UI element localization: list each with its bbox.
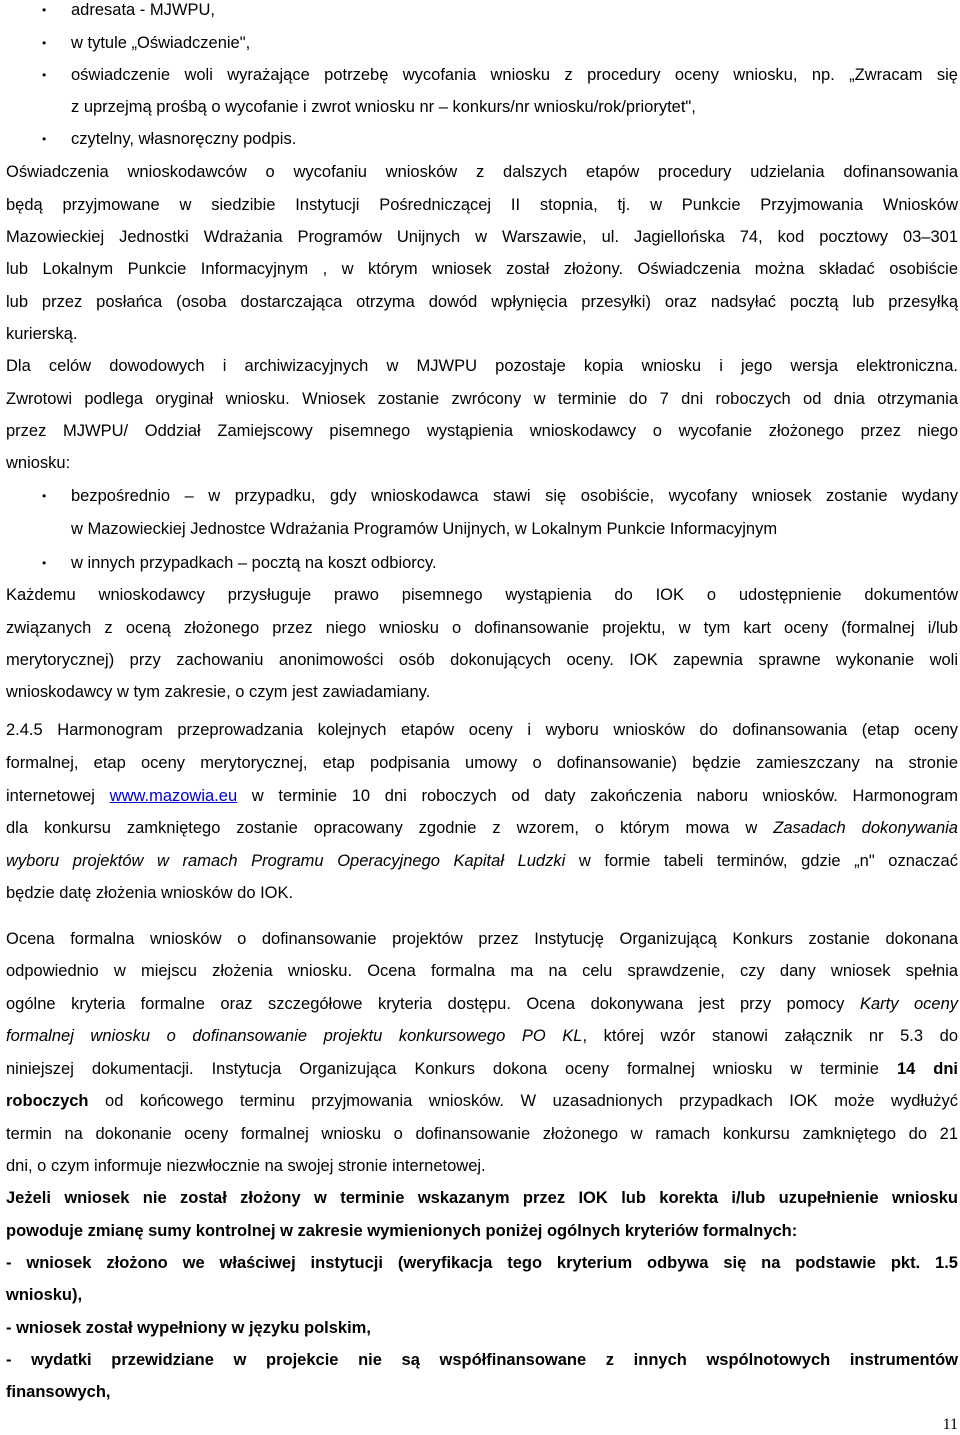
paragraph-line: Dla celów dowodowych i archiwizacyjnych w MJWPU pozostaje kopia wniosku i jego wersja elektroniczna. — [6, 357, 958, 375]
list-item-text: w innych przypadkach – pocztą na koszt odbiorcy. — [71, 554, 437, 572]
list-item-text: w tytule „Oświadczenie", — [71, 34, 251, 52]
text-run: w terminie 10 dni roboczych od daty zakończenia naboru wniosków. Harmonogram — [237, 787, 958, 805]
text-run: dla konkursu zamkniętego zostanie opracowany zgodnie z wzorem, o którym mowa w — [6, 819, 774, 837]
list-item-text: czytelny, własnoręczny podpis. — [71, 130, 297, 148]
paragraph-line: wnioskodawcy w tym zakresie, o czym jest zawiadamiany. — [6, 683, 431, 701]
list-item-text: z uprzejmą prośbą o wycofanie i zwrot wniosku nr – konkurs/nr wniosku/rok/priorytet", — [71, 98, 696, 116]
bullet-icon: • — [42, 68, 47, 82]
criteria-item-line: - wydatki przewidziane w projekcie nie są współfinansowane z innych wspólnotowych instrumentów — [6, 1351, 958, 1369]
text-run: internetowej — [6, 787, 110, 805]
text-run: ogólne kryteria formalne oraz szczegółowe kryteria dostępu. Ocena dokonywana jest przy pomocy — [6, 995, 860, 1013]
paragraph-line — [6, 1059, 958, 1079]
criteria-item-line: finansowych, — [6, 1383, 111, 1401]
paragraph-line: formalnej, etap oceny merytorycznej, etap podpisania umowy o dofinansowanie) będzie zamieszczany na stronie — [6, 754, 958, 772]
italic-run: formalnej wniosku o dofinansowanie projektu konkursowego PO KL — [6, 1027, 583, 1045]
italic-run: Karty oceny — [859, 995, 958, 1013]
italic-run: Zasadach dokonywania — [773, 819, 958, 837]
criteria-item-line: - wniosek został wypełniony w języku polskim, — [6, 1319, 371, 1337]
bullet-icon: • — [42, 556, 47, 570]
paragraph-line: będzie datę złożenia wniosków do IOK. — [6, 884, 294, 902]
bold-run: 14 dni — [896, 1060, 958, 1078]
paragraph-line: merytorycznej) przy zachowaniu anonimowości osób dokonujących oceny. IOK zapewnia sprawne wykonanie woli — [6, 651, 958, 669]
text-run: , której wzór stanowi załącznik nr 5.3 do — [582, 1027, 958, 1045]
bullet-icon: • — [42, 36, 47, 50]
paragraph-line — [6, 818, 958, 838]
criteria-item-line: wniosku), — [6, 1286, 83, 1304]
paragraph-line — [6, 851, 958, 871]
paragraph-line: wniosku: — [6, 454, 71, 472]
italic-run: wyboru projektów w ramach Programu Operacyjnego Kapitał Ludzki — [6, 852, 566, 870]
paragraph-line — [6, 786, 958, 806]
paragraph-line: odpowiednio w miejscu złożenia wniosku. Ocena formalna ma na celu sprawdzenie, czy dany wniosek spełnia — [6, 962, 958, 980]
text-run: od końcowego terminu przyjmowania wniosków. W uzasadnionych przypadkach IOK może wydłużyć — [88, 1092, 958, 1110]
paragraph-line: Każdemu wnioskodawcy przysługuje prawo pisemnego wystąpienia do IOK o udostępnienie dokumentów — [6, 586, 958, 604]
list-item-text: w Mazowieckiej Jednostce Wdrażania Programów Unijnych, w Lokalnym Punkcie Informacyjnym — [71, 520, 778, 538]
paragraph-line: kurierską. — [6, 325, 78, 343]
paragraph-line: związanych z oceną złożonego przez niego wniosku o dofinansowanie projektu, w tym kart oceny (formalnej i/lub — [6, 619, 958, 637]
paragraph-line: będą przyjmowane w siedzibie Instytucji Pośredniczącej II stopnia, tj. w Punkcie Przyjmowania Wniosków — [6, 196, 958, 214]
paragraph-line: przez MJWPU/ Oddział Zamiejscowy pisemnego wystąpienia wnioskodawcy o wycofanie złożonego przez niego — [6, 422, 958, 440]
paragraph-line: Ocena formalna wniosków o dofinansowanie projektów przez Instytucję Organizującą Konkurs zostanie dokonana — [6, 930, 958, 948]
bullet-icon: • — [42, 489, 47, 503]
website-link[interactable]: www.mazowia.eu — [109, 787, 238, 805]
paragraph-line — [6, 1026, 958, 1046]
page-number: 11 — [942, 1416, 958, 1433]
list-item-text: adresata - MJWPU, — [71, 1, 215, 19]
list-item-text: bezpośrednio – w przypadku, gdy wnioskodawca stawi się osobiście, wycofany wniosek zostanie wydany — [71, 487, 958, 505]
paragraph-line: Zwrotowi podlega oryginał wniosku. Wniosek zostanie zwrócony w terminie do 7 dni roboczych od dnia otrzymania — [6, 390, 958, 408]
bullet-icon: • — [42, 132, 47, 146]
paragraph-line — [6, 1091, 958, 1111]
bold-paragraph-line: Jeżeli wniosek nie został złożony w terminie wskazanym przez IOK lub korekta i/lub uzupełnienie wniosku — [6, 1189, 958, 1207]
paragraph-line — [6, 994, 958, 1014]
paragraph-line: termin na dokonanie oceny formalnej wniosku o dofinansowanie złożonego w ramach konkursu zamkniętego do 21 — [6, 1125, 958, 1143]
bullet-icon: • — [42, 3, 47, 17]
bold-paragraph-line: powoduje zmianę sumy kontrolnej w zakresie wymienionych poniżej ogólnych kryteriów formalnych: — [6, 1222, 798, 1240]
text-run: niniejszej dokumentacji. Instytucja Organizująca Konkurs dokona oceny formalnej wniosku w terminie — [6, 1060, 897, 1078]
section-heading-line: 2.4.5 Harmonogram przeprowadzania kolejnych etapów oceny i wyboru wniosków do dofinansowania (etap oceny — [6, 721, 958, 739]
text-run: w formie tabeli terminów, gdzie „n" oznaczać — [565, 852, 958, 870]
paragraph-line: lub Lokalnym Punkcie Informacyjnym , w którym wniosek został złożony. Oświadczenia można składać osobiście — [6, 260, 958, 278]
document-page — [6, 0, 958, 1435]
paragraph-line: Mazowieckiej Jednostki Wdrażania Programów Unijnych w Warszawie, ul. Jagiellońska 74, kod pocztowy 03–301 — [6, 228, 958, 246]
paragraph-line: lub przez posłańca (osoba dostarczająca otrzyma dowód wpłynięcia przesyłki) oraz nadsyłać pocztą lub przesyłką — [6, 293, 958, 311]
paragraph-line: dni, o czym informuje niezwłocznie na swojej stronie internetowej. — [6, 1157, 486, 1175]
list-item-text: oświadczenie woli wyrażające potrzebę wycofania wniosku z procedury oceny wniosku, np. „Zwracam się — [71, 66, 958, 84]
bold-run: roboczych — [6, 1092, 89, 1110]
criteria-item-line: - wniosek złożono we właściwej instytucji (weryfikacja tego kryterium odbywa się na podstawie pkt. 1.5 — [6, 1254, 958, 1272]
paragraph-line: Oświadczenia wnioskodawców o wycofaniu wniosków z dalszych etapów procedury udzielania dofinansowania — [6, 163, 958, 181]
